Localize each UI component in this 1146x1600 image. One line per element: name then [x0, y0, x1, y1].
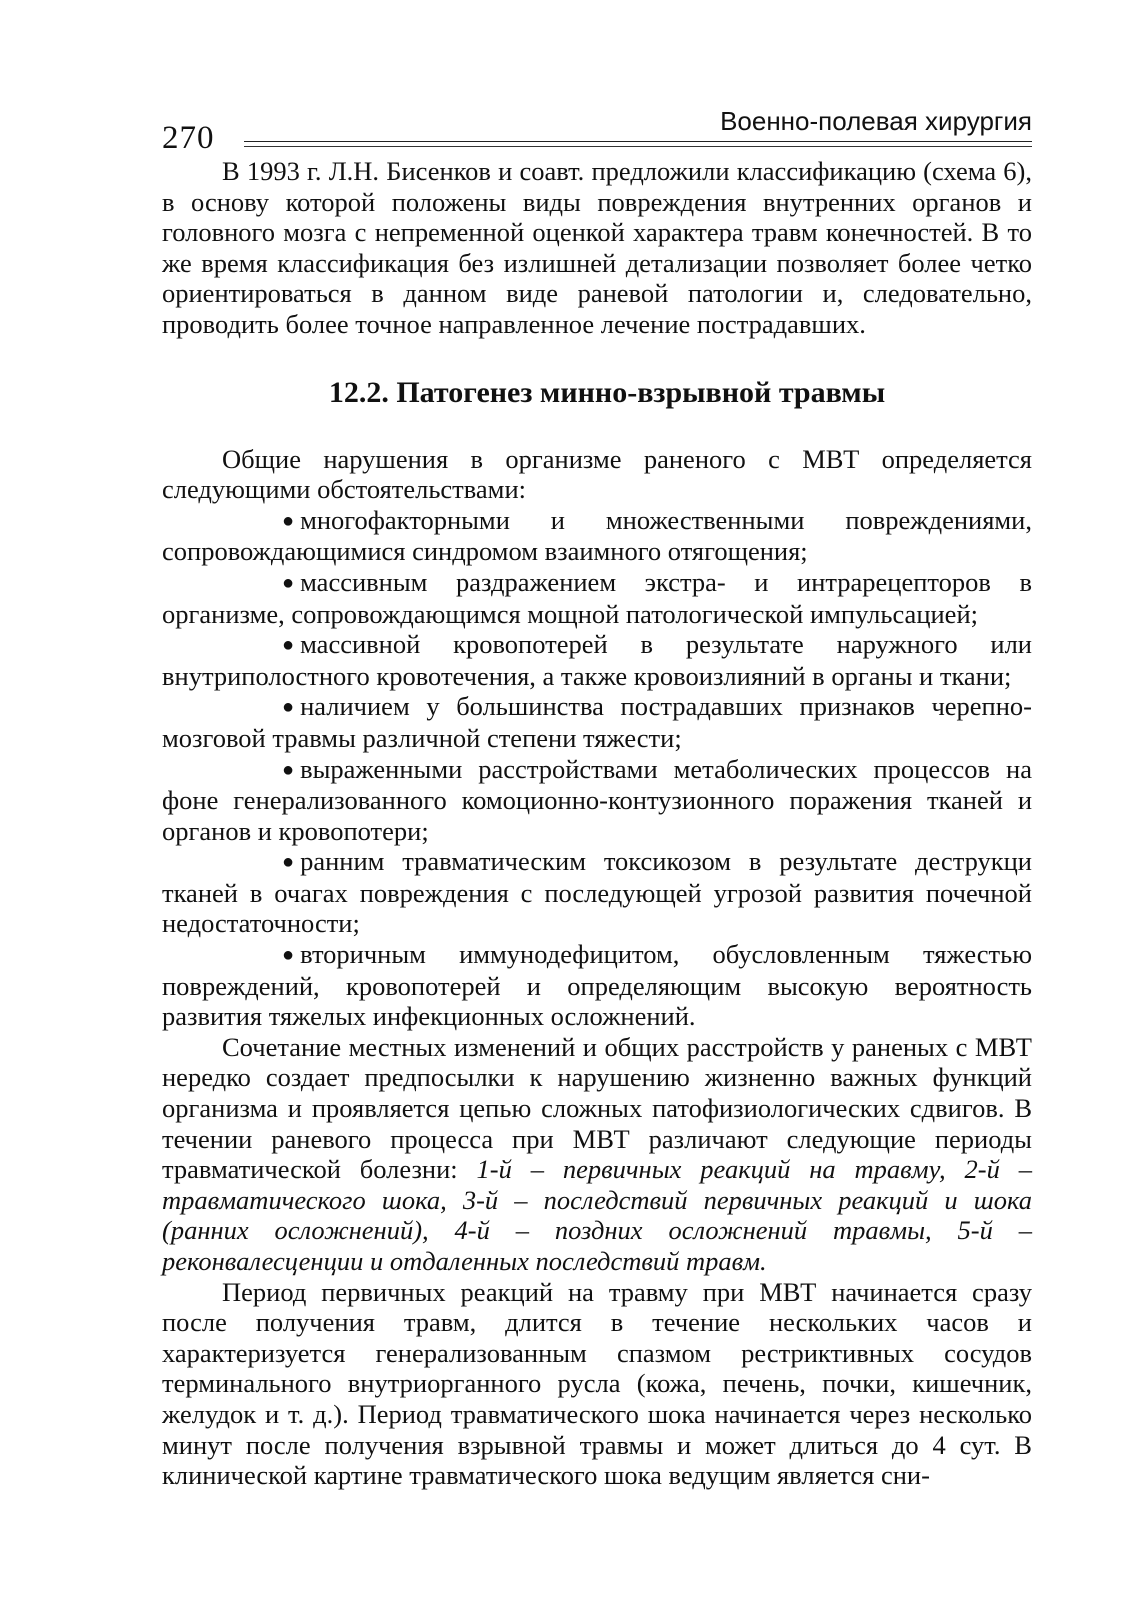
- list-item: ● массивным раздражением экстра- и интрарецепторов в организме, сопровождающимся мощной патологической импульсацией;: [162, 566, 1032, 629]
- periods-paragraph: Сочетание местных изменений и общих расстройств у раненых с МВТ нередко создает предпосылки к нарушению жизненно важных функций организма и проявляется цепью сложных патофизиологических сдвигов. В течении раневого процесса при МВТ различают следующие периоды травматической болезни: 1-й – первичных реакций на травму, 2-й – травматического шока, 3-й – последствий первичных реакций и шока (ранних осложнений), 4-й – поздних осложнений травмы, 5-й – реконвалесценции и отдаленных последствий травм.: [162, 1031, 1032, 1276]
- running-title: Военно-полевая хирургия: [720, 106, 1032, 136]
- section-lead: Общие нарушения в организме раненого с МВТ определяется следующими обстоятельствами:: [162, 443, 1032, 505]
- intro-paragraph: В 1993 г. Л.Н. Бисенков и соавт. предложили классификацию (схема 6), в основу которой положены виды повреждения внутренних органов и головного мозга с непременной оценкой характера травм конечностей. В то же время классификация без излишней детализации позволяет более четко ориентироваться в данном виде раневой патологии и, следовательно, проводить более точное направленное лечение пострадавших.: [162, 156, 1032, 339]
- list-item: ● выраженными расстройствами метаболических процессов на фоне генерализованного комоционно-контузионного поражения тканей и органов и кровопотери;: [162, 753, 1032, 846]
- header-rule: [244, 141, 1032, 142]
- bullet-icon: ●: [282, 509, 295, 532]
- list-item: ● вторичным иммунодефицитом, обусловленным тяжестью повреждений, кровопотерей и определяющим высокую вероятность развития тяжелых инфекционных осложнений.: [162, 939, 1032, 1032]
- bullet-icon: ●: [282, 758, 295, 781]
- list-item: ● массивной кровопотерей в результате наружного или внутриполостного кровотечения, а также кровоизлияний в органы и ткани;: [162, 629, 1032, 691]
- running-header: [162, 100, 1032, 156]
- section-title: 12.2. Патогенез минно-взрывной травмы: [328, 375, 886, 409]
- bullet-icon: ●: [282, 696, 295, 719]
- header-rule-second: [244, 146, 1032, 147]
- page-number: 270: [162, 120, 215, 156]
- factor-list: [162, 505, 1032, 1032]
- list-item: ● наличием у большинства пострадавших признаков черепно-мозговой травмы различной степени тяжести;: [162, 691, 1032, 753]
- bullet-icon: ●: [282, 571, 295, 594]
- bullet-icon: ●: [282, 634, 295, 657]
- list-item: ● ранним травматическим токсикозом в результате деструкци тканей в очагах повреждения с последующей угрозой развития почечной недостаточности;: [162, 846, 1032, 939]
- book-page: [162, 100, 1032, 1491]
- bullet-icon: ●: [282, 851, 295, 874]
- primary-reactions-paragraph: Период первичных реакций на травму при МВТ начинается сразу после получения травм, длится в течение нескольких часов и характеризуется генерализованным спазмом рестриктивных сосудов терминального внутриорганного русла (кожа, печень, почки, кишечник, желудок и т. д.). Период травматического шока начинается через несколько минут после получения взрывной травмы и может длиться до 4 сут. В клинической картине травматического шока ведущим является сни-: [162, 1276, 1032, 1491]
- periods-list-italic: 1-й – первичных реакций на травму, 2-й – травматического шока, 3-й – последствий первичных реакций и шока (ранних осложнений), 4-й – поздних осложнений травмы, 5-й – реконвалесценции и отдаленных последствий травм.: [162, 1154, 1032, 1276]
- bullet-icon: ●: [282, 944, 295, 967]
- list-item: ● многофакторными и множественными повреждениями, сопровождающимися синдромом взаимного отягощения;: [162, 504, 1032, 567]
